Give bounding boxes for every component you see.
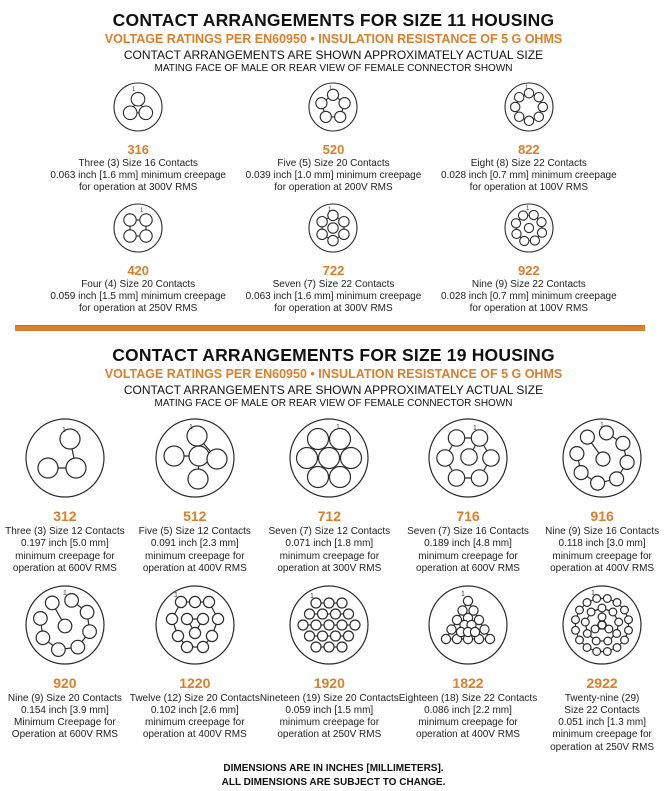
connector-description-line: 0.154 inch [3.9 mm] bbox=[20, 705, 109, 717]
connector-description-line: for operation at 200V RMS bbox=[274, 182, 393, 194]
connector-code: 420 bbox=[127, 262, 150, 278]
connector-cell-2922 bbox=[550, 583, 654, 754]
connector-description bbox=[50, 158, 226, 195]
connector-description bbox=[246, 279, 422, 316]
size11-section bbox=[0, 10, 667, 315]
connector-description-line: operation at 250V RMS bbox=[550, 741, 655, 753]
connector-face-diagram-512 bbox=[153, 416, 237, 500]
connector-description-line: 0.086 inch [2.2 mm] bbox=[424, 705, 512, 717]
size19-grid bbox=[0, 416, 667, 754]
connector-cell-922 bbox=[441, 201, 617, 316]
connector-cell-312 bbox=[5, 416, 125, 575]
connector-face-diagram-1822 bbox=[426, 583, 510, 667]
connector-cell-916 bbox=[545, 416, 659, 575]
connector-description-line: minimum creepage for bbox=[279, 550, 380, 562]
connector-description-line: Seven (7) Size 16 Contacts bbox=[407, 526, 529, 538]
connector-face-diagram-712 bbox=[287, 416, 371, 500]
size19-note-mating-face: MATING FACE OF MALE OR REAR VIEW OF FEMALE CONNECTOR SHOWN bbox=[154, 398, 513, 410]
connector-face-diagram-922 bbox=[502, 201, 556, 255]
footer-line-subject-to-change: ALL DIMENSIONS ARE SUBJECT TO CHANGE. bbox=[221, 777, 446, 789]
pin1-label: 1 bbox=[310, 592, 315, 600]
section-divider bbox=[15, 325, 645, 331]
connector-description-line: Seven (7) Size 22 Contacts bbox=[272, 278, 395, 290]
connector-description-line: for operation at 100V RMS bbox=[469, 302, 589, 314]
connector-description-line: minimum creepage for bbox=[418, 550, 518, 562]
connector-description-line: 0.063 inch [1.6 mm] minimum creepage bbox=[245, 290, 422, 302]
connector-description-line: 0.189 inch [4.8 mm] bbox=[424, 538, 512, 550]
connector-description-line: Minimum Creepage for bbox=[14, 717, 116, 729]
connector-description-line: minimum creepage for bbox=[145, 717, 245, 729]
pin1-label: 1 bbox=[328, 206, 332, 213]
connector-cell-1822 bbox=[399, 583, 537, 754]
connector-code: 1920 bbox=[313, 674, 345, 691]
connector-description-line: Twenty-nine (29) bbox=[564, 692, 640, 704]
footer-line-dimensions: DIMENSIONS ARE IN INCHES [MILLIMETERS]. bbox=[223, 762, 444, 774]
connector-description-line: operation at 400V RMS bbox=[416, 729, 520, 741]
connector-face-diagram-716 bbox=[426, 416, 510, 500]
connector-description-line: Three (3) Size 12 Contacts bbox=[5, 526, 125, 538]
connector-description-line: for operation at 300V RMS bbox=[274, 302, 393, 314]
connector-cell-822 bbox=[441, 80, 617, 195]
connector-description-line: operation at 600V RMS bbox=[416, 562, 520, 574]
connector-description bbox=[407, 526, 529, 575]
connector-description bbox=[246, 158, 422, 195]
connector-description bbox=[545, 526, 659, 575]
pin1-label: 1 bbox=[600, 422, 604, 430]
connector-description-line: Three (3) Size 16 Contacts bbox=[78, 158, 198, 169]
pin1-label: 1 bbox=[140, 207, 144, 214]
connector-face-diagram-822 bbox=[502, 80, 556, 134]
connector-description-line: Five (5) Size 20 Contacts bbox=[277, 158, 390, 169]
connector-description-line: minimum creepage for bbox=[279, 717, 380, 729]
size11-subtitle: VOLTAGE RATINGS PER EN60950 • INSULATION RESISTANCE OF 5 G OHMS bbox=[104, 32, 563, 46]
connector-description-line: Nine (9) Size 20 Contacts bbox=[7, 692, 122, 704]
connector-description-line: 0.059 inch [1.5 mm] minimum creepage bbox=[50, 290, 226, 302]
connector-description bbox=[130, 693, 260, 742]
connector-description-line: operation at 400V RMS bbox=[142, 562, 247, 574]
connector-description-line: operation at 250V RMS bbox=[277, 729, 382, 741]
connector-cell-316 bbox=[50, 80, 226, 195]
connector-cell-420 bbox=[50, 201, 226, 316]
connector-description-line: minimum creepage for bbox=[145, 550, 245, 562]
connector-description-line: Size 22 Contacts bbox=[564, 705, 640, 717]
connector-code: 722 bbox=[322, 262, 345, 278]
connector-cell-716 bbox=[407, 416, 529, 575]
connector-face-diagram-920 bbox=[23, 583, 107, 667]
connector-cell-512 bbox=[139, 416, 251, 575]
connector-cell-520 bbox=[246, 80, 422, 195]
size19-note-actual-size: CONTACT ARRANGEMENTS ARE SHOWN APPROXIMATELY ACTUAL SIZE bbox=[123, 383, 544, 398]
pin1-label: 1 bbox=[62, 589, 67, 597]
connector-code: 312 bbox=[53, 508, 77, 525]
connector-description-line: Nine (9) Size 22 Contacts bbox=[471, 278, 586, 290]
connector-face-diagram-1920 bbox=[287, 583, 371, 667]
connector-description bbox=[8, 693, 122, 742]
footer-note bbox=[0, 762, 667, 791]
connector-description-line: 0.118 inch [3.0 mm] bbox=[558, 538, 646, 550]
connector-description bbox=[268, 526, 390, 575]
connector-description bbox=[441, 158, 617, 195]
connector-cell-722 bbox=[246, 201, 422, 316]
connector-description-line: 0.091 inch [2.3 mm] bbox=[150, 538, 239, 550]
pin1-label: 1 bbox=[336, 424, 341, 432]
connector-code: 1822 bbox=[452, 674, 484, 691]
pin1-label: 1 bbox=[173, 591, 178, 599]
connector-code: 520 bbox=[322, 142, 345, 157]
connector-description-line: operation at 600V RMS bbox=[12, 562, 117, 574]
connector-face-diagram-1220 bbox=[153, 583, 237, 667]
connector-description-line: 0.059 inch [1.5 mm] bbox=[285, 705, 374, 717]
connector-description bbox=[50, 279, 226, 316]
connector-description-line: 0.197 inch [5.0 mm] bbox=[20, 538, 109, 550]
connector-description bbox=[550, 693, 654, 754]
pin1-label: 1 bbox=[61, 427, 66, 435]
connector-face-diagram-312 bbox=[23, 416, 107, 500]
connector-cell-1220 bbox=[130, 583, 260, 754]
connector-cell-920 bbox=[8, 583, 122, 754]
connector-description-line: Nine (9) Size 16 Contacts bbox=[545, 526, 660, 538]
connector-code: 822 bbox=[517, 142, 540, 157]
connector-description-line: 0.051 inch [1.3 mm] bbox=[558, 717, 647, 729]
connector-code: 920 bbox=[53, 674, 77, 691]
connector-face-diagram-316 bbox=[111, 80, 165, 134]
connector-description-line: operation at 400V RMS bbox=[142, 729, 247, 741]
connector-description-line: for operation at 250V RMS bbox=[78, 302, 198, 314]
connector-code: 712 bbox=[317, 508, 341, 525]
connector-description-line: Operation at 600V RMS bbox=[11, 729, 118, 741]
pin1-label: 1 bbox=[591, 589, 595, 597]
connector-face-diagram-2922 bbox=[560, 583, 644, 667]
connector-description-line: minimum creepage for bbox=[552, 729, 652, 741]
connector-code: 916 bbox=[590, 508, 614, 525]
pin1-label: 1 bbox=[461, 590, 465, 598]
connector-description-line: 0.028 inch [0.7 mm] minimum creepage bbox=[441, 170, 617, 182]
connector-description-line: Seven (7) Size 12 Contacts bbox=[268, 526, 391, 538]
size19-title: CONTACT ARRANGEMENTS FOR SIZE 19 HOUSING bbox=[112, 345, 555, 366]
connector-description-line: minimum creepage for bbox=[418, 717, 518, 729]
connector-description-line: for operation at 300V RMS bbox=[78, 182, 198, 194]
connector-face-diagram-520 bbox=[306, 80, 360, 134]
size11-title: CONTACT ARRANGEMENTS FOR SIZE 11 HOUSING bbox=[112, 10, 555, 30]
connector-description-line: 0.039 inch [1.0 mm] minimum creepage bbox=[245, 170, 422, 182]
connector-description-line: 0.063 inch [1.6 mm] minimum creepage bbox=[50, 170, 226, 182]
connector-description-line: Eighteen (18) Size 22 Contacts bbox=[398, 692, 538, 704]
pin1-label: 1 bbox=[188, 424, 193, 432]
connector-description bbox=[399, 693, 537, 742]
connector-face-diagram-420 bbox=[111, 201, 165, 255]
connector-description-line: Five (5) Size 12 Contacts bbox=[138, 526, 251, 538]
connector-description-line: Nineteen (19) Size 20 Contacts bbox=[259, 692, 399, 704]
connector-face-diagram-722 bbox=[306, 201, 360, 255]
size19-section bbox=[0, 345, 667, 754]
size11-note-mating-face: MATING FACE OF MALE OR REAR VIEW OF FEMALE CONNECTOR SHOWN bbox=[154, 63, 513, 74]
connector-description-line: operation at 400V RMS bbox=[550, 562, 655, 574]
size11-grid bbox=[41, 80, 627, 315]
connector-cell-1920 bbox=[260, 583, 399, 754]
pin1-label: 1 bbox=[525, 205, 530, 212]
connector-code: 316 bbox=[127, 142, 150, 157]
connector-code: 716 bbox=[456, 508, 480, 525]
connector-description-line: minimum creepage for bbox=[15, 550, 115, 562]
pin1-label: 1 bbox=[132, 87, 136, 93]
pin1-label: 1 bbox=[524, 85, 529, 91]
connector-description bbox=[5, 526, 125, 575]
connector-face-diagram-916 bbox=[560, 416, 644, 500]
connector-description-line: 0.028 inch [0.7 mm] minimum creepage bbox=[441, 290, 617, 302]
connector-description bbox=[139, 526, 251, 575]
pin1-label: 1 bbox=[473, 425, 477, 433]
connector-description-line: 0.071 inch [1.8 mm] bbox=[285, 538, 374, 550]
connector-description-line: Eight (8) Size 22 Contacts bbox=[470, 158, 587, 169]
connector-description bbox=[441, 279, 617, 316]
connector-code: 1220 bbox=[179, 674, 211, 691]
connector-code: 922 bbox=[517, 262, 540, 278]
connector-description-line: 0.102 inch [2.6 mm] bbox=[150, 705, 239, 717]
connector-description-line: minimum creepage for bbox=[552, 550, 652, 562]
connector-description-line: operation at 300V RMS bbox=[277, 562, 382, 574]
pin1-label: 1 bbox=[329, 86, 333, 92]
size19-subtitle: VOLTAGE RATINGS PER EN60950 • INSULATION RESISTANCE OF 5 G OHMS bbox=[104, 367, 563, 382]
connector-code: 512 bbox=[183, 508, 207, 525]
connector-description-line: for operation at 100V RMS bbox=[469, 182, 589, 194]
connector-description-line: Four (4) Size 20 Contacts bbox=[81, 278, 196, 290]
connector-description-line: Twelve (12) Size 20 Contacts bbox=[129, 692, 260, 704]
connector-code: 2922 bbox=[586, 674, 618, 691]
size11-note-actual-size: CONTACT ARRANGEMENTS ARE SHOWN APPROXIMATELY ACTUAL SIZE bbox=[123, 48, 544, 62]
connector-cell-712 bbox=[268, 416, 390, 575]
connector-description bbox=[260, 693, 399, 742]
